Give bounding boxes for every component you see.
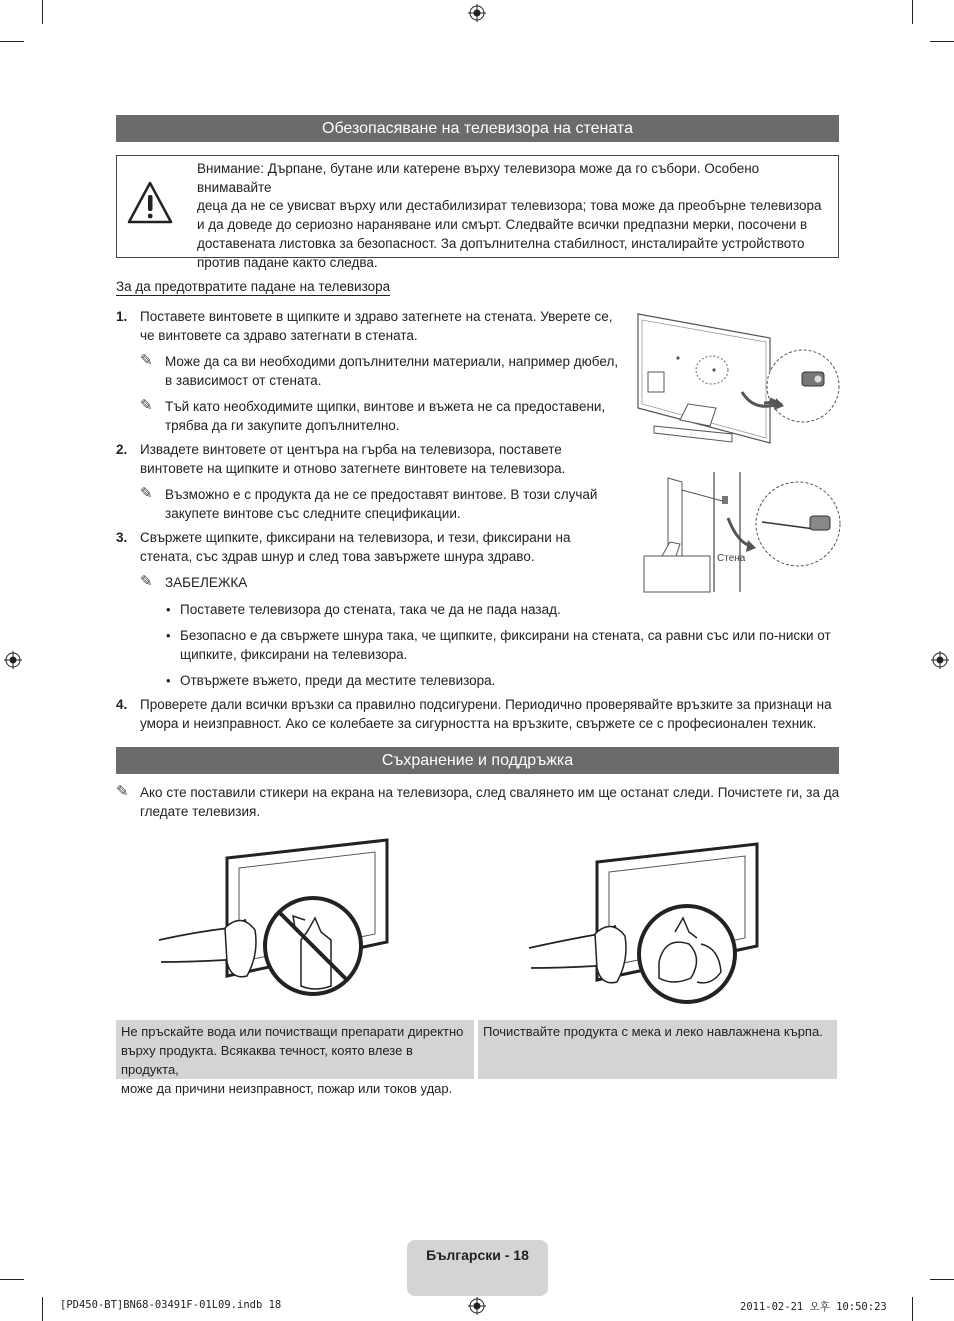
step-text: Свържете щипките, фиксирани на телевизора, и тези, фиксирани на — [140, 530, 571, 545]
note-text: в зависимост от стената. — [165, 373, 322, 388]
step-number: 3. — [116, 530, 128, 545]
step-number: 4. — [116, 697, 128, 712]
note-text: Ако сте поставили стикери на екрана на телевизора, след свалянето им ще останат следи. Почистете ги, за да — [140, 785, 840, 800]
caption-do-not-spray: Не пръскайте вода или почистващи препарати директно върху продукта. Всякаква течност, която влезе в продукта, може да причини неизправност, пожар или токов удар. — [116, 1020, 474, 1079]
crop-mark — [930, 41, 954, 42]
warning-label: Внимание — [197, 161, 261, 176]
bullet-text: Поставете телевизора до стената, така че да не пада назад. — [180, 602, 561, 617]
step-number: 2. — [116, 442, 128, 457]
note-text: Тъй като необходимите щипки, винтове и въжета не са предоставени, — [165, 399, 606, 414]
registration-mark-icon — [4, 651, 22, 669]
section-title-storage-maintenance: Съхранение и поддръжка — [116, 747, 839, 774]
registration-mark-icon — [931, 651, 949, 669]
pencil-note-icon: ✎ — [140, 485, 153, 502]
step-text: Извадете винтовете от центъра на гърба на телевизора, поставете — [140, 442, 562, 457]
crop-mark — [912, 1297, 913, 1321]
do-not-spray-illustration — [155, 836, 395, 1006]
bullet-text: Безопасно е да свържете шнура така, че щипките, фиксирани на стената, са равни със или по-ниски от — [180, 628, 831, 643]
page-number-label: Български - 18 — [426, 1247, 529, 1263]
wall-label: Стена — [717, 553, 746, 564]
step-text: Проверете дали всички връзки са правилно подсигурени. Периодично проверявайте връзките за признаци на — [140, 697, 832, 712]
note-label: ЗАБЕЛЕЖКА — [165, 575, 248, 590]
step-text: стената, със здрав шнур и след това завържете шнура здраво. — [140, 549, 535, 564]
print-slug-right: 2011-02-21 오후 10:50:23 — [740, 1301, 887, 1313]
print-slug-left: [PD450-BT]BN68-03491F-01L09.indb 18 — [60, 1299, 282, 1311]
pencil-note-icon: ✎ — [116, 783, 129, 800]
crop-mark — [0, 41, 24, 42]
caption-wipe-with-cloth: Почиствайте продукта с мека и леко навлажнена кърпа. — [478, 1020, 837, 1079]
crop-mark — [912, 0, 913, 24]
step-text: Поставете винтовете в щипките и здраво затегнете на стената. Уверете се, — [140, 309, 613, 324]
pencil-note-icon: ✎ — [140, 573, 153, 590]
warning-box — [116, 155, 839, 270]
pencil-note-icon: ✎ — [140, 352, 153, 369]
bullet-dot: • — [166, 602, 171, 617]
step-number: 1. — [116, 309, 128, 324]
crop-mark — [42, 1297, 43, 1321]
crop-mark — [0, 1279, 24, 1280]
bullet-text: щипките, фиксирани на телевизора. — [180, 647, 408, 662]
page-number-tab — [407, 1240, 548, 1296]
section-title-wall-securing: Обезопасяване на телевизора на стената — [116, 115, 839, 142]
step-text: че винтовете са здраво затегнати в стената. — [140, 328, 418, 343]
warning-text: Внимание: Дърпане, бутане или катерене върху телевизора може да го събори. Особено внимавайте деца да не се увисват върху или дестабилизират телевизора; това може да преобърне телевизора и да доведе до сериозно нараняване или смърт. Следвайте всички предпазни мерки, посочени в доставената листовка за безопасност. За допълнителна стабилност, инсталирайте устройството против падане както следва. — [197, 161, 822, 270]
tv-back-clip-illustration — [632, 308, 842, 458]
tv-wall-tie-illustration — [642, 472, 842, 594]
bullet-dot: • — [166, 628, 171, 643]
note-text: трябва да ги закупите допълнително. — [165, 418, 400, 433]
note-text: закупете винтове със следните спецификации. — [165, 506, 461, 521]
pencil-note-icon: ✎ — [140, 397, 153, 414]
note-text: Може да са ви необходими допълнителни материали, например дюбел, — [165, 354, 619, 369]
registration-mark-icon — [468, 1297, 486, 1315]
bullet-dot: • — [166, 673, 171, 688]
wipe-with-cloth-illustration — [525, 840, 765, 1010]
bullet-text: Отвържете въжето, преди да местите телевизора. — [180, 673, 496, 688]
step-text: умора и неизправност. Ако се колебаете за сигурността на връзките, свържете се с професионален техник. — [140, 716, 817, 731]
crop-mark — [930, 1279, 954, 1280]
note-text: Възможно е с продукта да не се предоставят винтове. В този случай — [165, 487, 598, 502]
step-text: винтовете на щипките и отново затегнете винтовете на телевизора. — [140, 461, 566, 476]
crop-mark — [42, 0, 43, 24]
warning-triangle-icon — [127, 180, 173, 226]
note-text: гледате телевизия. — [140, 804, 261, 819]
registration-mark-icon — [468, 4, 486, 22]
subheading-prevent-falling: За да предотвратите падане на телевизора — [116, 279, 391, 294]
